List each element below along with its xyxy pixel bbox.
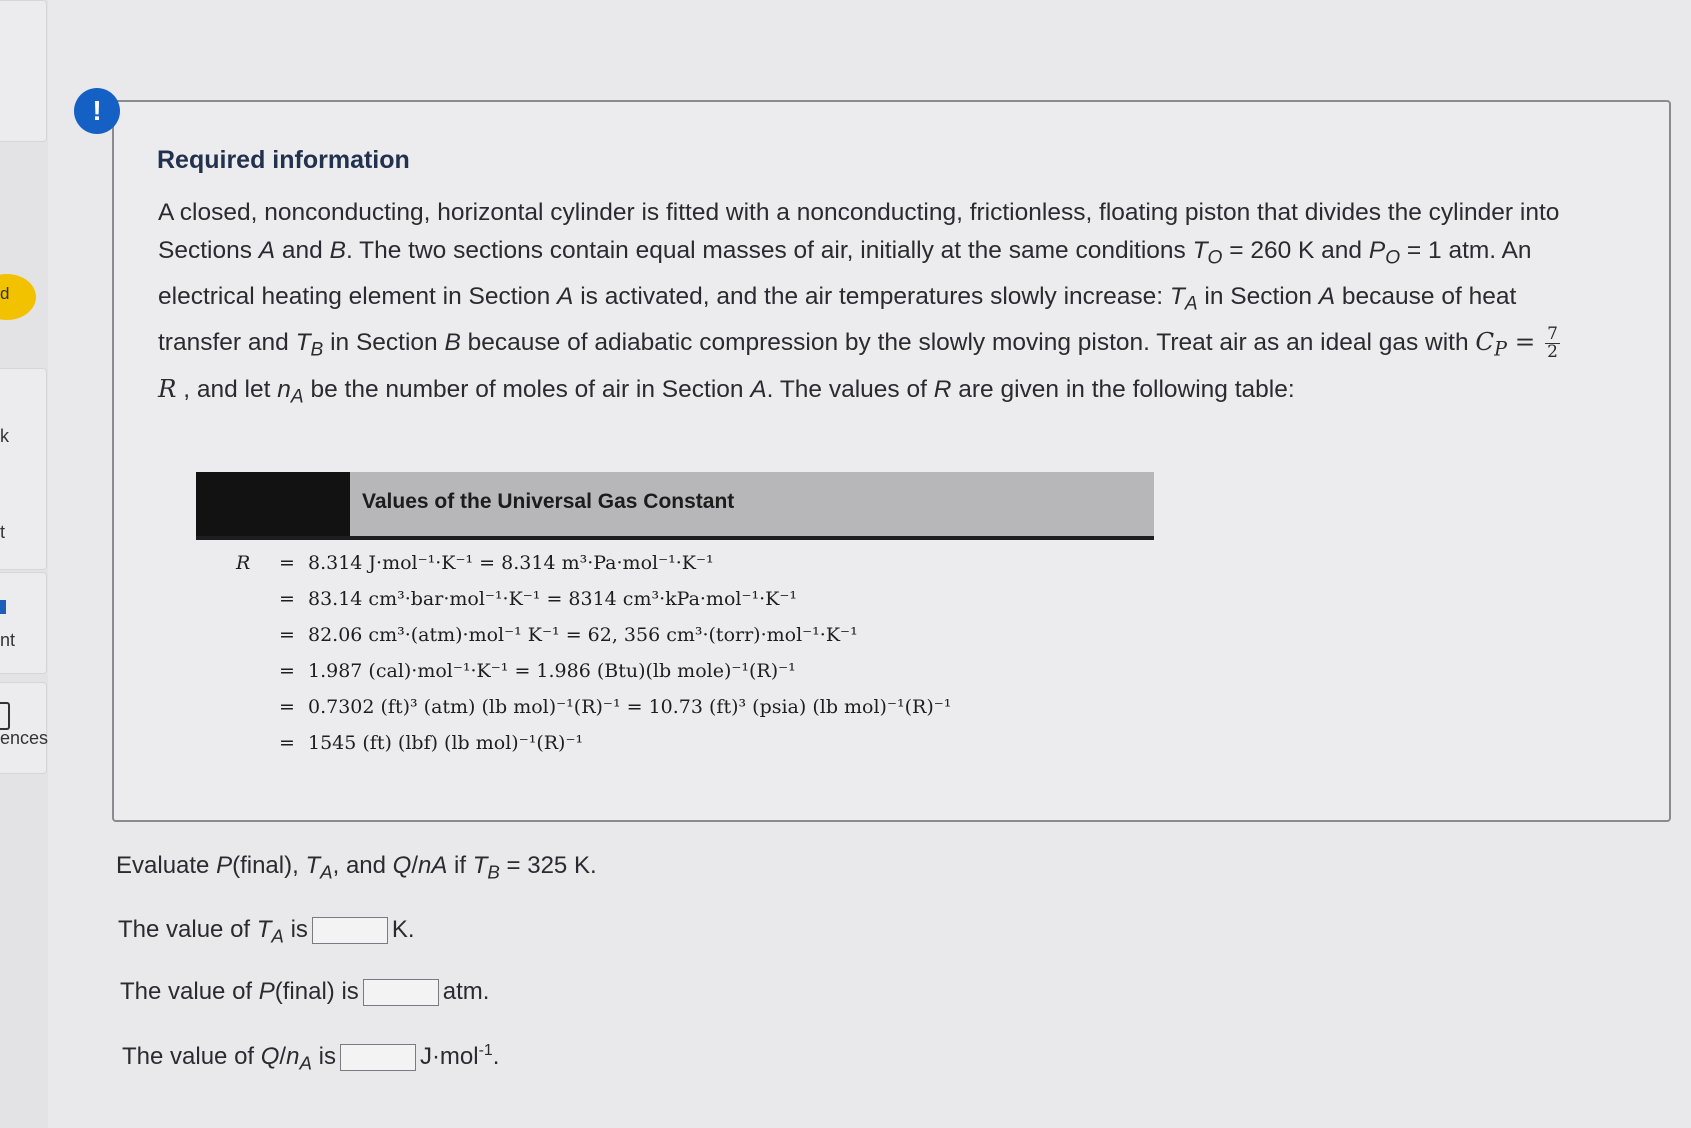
gas-constant-row: = 0.7302 (ft)³ (atm) (lb mol)⁻¹(R)⁻¹ = 10.73 (ft)³ (psia) (lb mol)⁻¹(R)⁻¹	[279, 696, 952, 718]
sidebar	[0, 0, 48, 1128]
ta-answer-input[interactable]	[312, 917, 388, 944]
gas-constant-row: = 83.14 cm³·bar·mol⁻¹·K⁻¹ = 8314 cm³·kPa·mol⁻¹·K⁻¹	[279, 588, 797, 610]
q-answer-input[interactable]	[340, 1044, 416, 1071]
gas-constant-row: = 1545 (ft) (lbf) (lb mol)⁻¹(R)⁻¹	[279, 732, 584, 754]
fraction-seven-halves: $\frac{7}{2}$	[1547, 324, 1558, 363]
required-info-title: Required information	[157, 146, 410, 174]
pfinal-answer-input[interactable]	[363, 979, 439, 1006]
answer-row-q: The value of $Q/n_A$ is J·mol$^{-1}$.	[122, 1042, 500, 1074]
gas-constant-row: = 82.06 cm³·(atm)·mol⁻¹ K⁻¹ = 62, 356 cm³·(torr)·mol⁻¹·K⁻¹	[279, 624, 858, 646]
sidebar-label[interactable]: ences	[0, 728, 49, 748]
answer-row-ta: The value of $T_A$ is K.	[118, 916, 415, 947]
sidebar-label: d	[0, 284, 10, 303]
sidebar-label: t	[0, 522, 6, 542]
question-prompt: Evaluate P(final), $T_A$, and Q/nA if $T_B = 325$ K.	[116, 852, 597, 883]
sidebar-card[interactable]	[0, 368, 47, 570]
problem-statement: A closed, nonconducting, horizontal cylinder is fitted with a nonconducting, frictionless, floating piston that divides the cylinder into Sections A and B. The two sections contain equal masses of air, initially at the same conditions $T_O = 260$ K and $P_O = 1$ atm. An electrical heating element in Section A is activated, and the air temperatures slowly increase: $T_A$ in Section A because of heat transfer and $T_B$ in Section B because of adiabatic compression by the slowly moving piston. Treat air as an ideal gas with $C_P$ = $\frac{7}{2}$ R , and let $n_A$ be the number of moles of air in Section A. The values of R are given in the following table:	[158, 199, 1560, 408]
sidebar-card[interactable]	[0, 0, 47, 142]
table-header-block	[196, 472, 350, 536]
gas-constant-row: R = 8.314 J·mol⁻¹·K⁻¹ = 8.314 m³·Pa·mol⁻¹·K⁻¹	[236, 552, 714, 574]
answer-row-pfinal: The value of P(final) is atm.	[120, 978, 490, 1005]
sidebar-active-marker	[0, 600, 6, 614]
gas-constant-row: = 1.987 (cal)·mol⁻¹·K⁻¹ = 1.986 (Btu)(lb mole)⁻¹(R)⁻¹	[279, 660, 796, 682]
sidebar-label: k	[0, 426, 9, 446]
sidebar-card[interactable]	[0, 572, 47, 674]
sidebar-status-dot	[0, 274, 36, 320]
book-icon	[0, 702, 10, 730]
gas-constant-table-title: Values of the Universal Gas Constant	[362, 490, 735, 513]
gas-constant-table-header	[196, 472, 1154, 540]
cp-formula: $C_P$	[1475, 327, 1508, 362]
sidebar-label[interactable]: nt	[0, 630, 16, 650]
alert-icon: !	[74, 88, 120, 134]
